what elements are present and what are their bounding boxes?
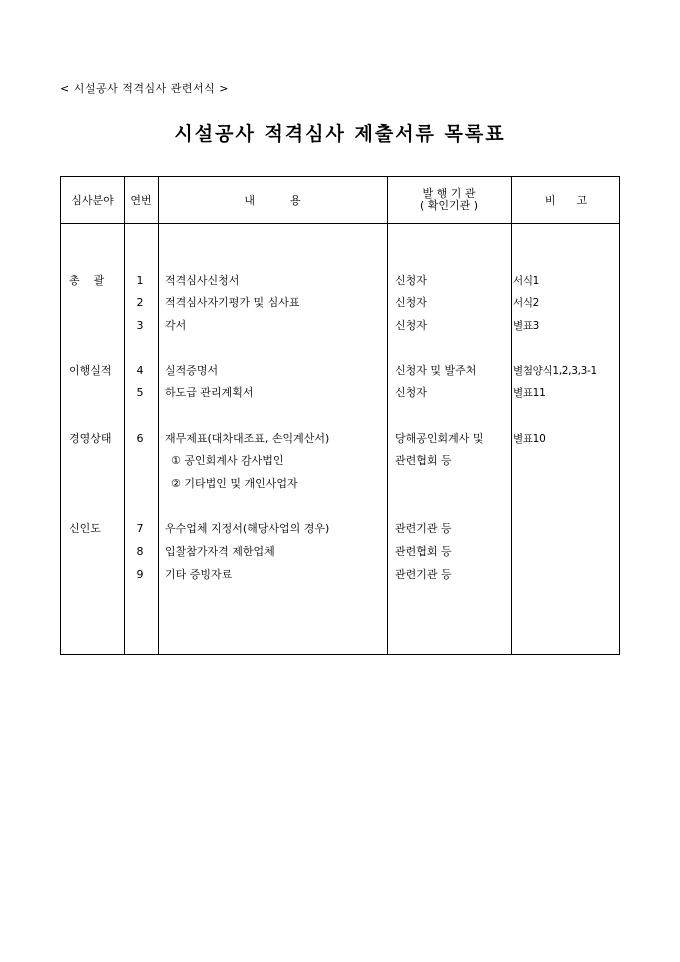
column-header-content: 내 용	[244, 194, 301, 207]
category-cell: 이행실적	[69, 364, 112, 377]
number-cell: 5	[136, 386, 144, 399]
remark-cell: 별표3	[513, 320, 540, 332]
column-header-category: 심사분야	[71, 194, 114, 207]
content-cell: 기타 증빙자료	[165, 568, 233, 581]
document-list-table	[60, 176, 620, 655]
issuer-header-line1: 발 행 기 관	[422, 187, 476, 200]
issuer-cell: 관련기관 등	[395, 568, 452, 581]
remark-cell: 별표10	[513, 433, 546, 445]
column-divider	[387, 177, 388, 654]
remark-cell: 서식1	[513, 275, 540, 287]
number-cell: 6	[136, 432, 144, 445]
issuer-cell: 관련협회 등	[395, 454, 452, 467]
number-cell: 9	[136, 568, 144, 581]
content-cell: 각서	[165, 319, 187, 332]
header-divider	[61, 223, 619, 224]
content-cell: 하도급 관리계획서	[165, 386, 254, 399]
number-cell: 4	[136, 364, 144, 377]
header-note: < 시설공사 적격심사 관련서식 >	[60, 82, 229, 95]
column-divider	[511, 177, 512, 654]
category-cell: 총 괄	[69, 274, 105, 287]
content-cell: 입찰참가자격 제한업체	[165, 545, 275, 558]
issuer-cell: 당해공인회계사 및	[395, 432, 484, 445]
column-header-number: 연번	[130, 194, 152, 207]
number-cell: 2	[136, 296, 144, 309]
category-cell: 경영상태	[69, 432, 112, 445]
column-divider	[158, 177, 159, 654]
remark-cell: 별첨양식1,2,3,3-1	[513, 365, 597, 377]
issuer-cell: 신청자 및 발주처	[395, 364, 477, 377]
content-cell: 실적증명서	[165, 364, 219, 377]
content-cell: 우수업체 지정서(해당사업의 경우)	[165, 522, 330, 535]
number-cell: 7	[136, 522, 144, 535]
content-subitem: ② 기타법인 및 개인사업자	[171, 477, 298, 490]
remark-cell: 별표11	[513, 387, 546, 399]
issuer-cell: 관련협회 등	[395, 545, 452, 558]
number-cell: 3	[136, 319, 144, 332]
category-cell: 신인도	[69, 522, 101, 535]
number-cell: 1	[136, 274, 144, 287]
issuer-cell: 신청자	[395, 296, 427, 309]
issuer-cell: 관련기관 등	[395, 522, 452, 535]
remark-cell: 서식2	[513, 297, 540, 309]
content-cell: 재무제표(대차대조표, 손익계산서)	[165, 432, 330, 445]
column-divider	[124, 177, 125, 654]
content-cell: 적격심사신청서	[165, 274, 240, 287]
issuer-header-line2: ( 확인기관 )	[419, 199, 479, 212]
column-header-issuer	[387, 177, 511, 223]
issuer-cell: 신청자	[395, 274, 427, 287]
issuer-cell: 신청자	[395, 386, 427, 399]
document-title: 시설공사 적격심사 제출서류 목록표	[174, 123, 506, 145]
number-cell: 8	[136, 545, 144, 558]
content-cell: 적격심사자기평가 및 심사표	[165, 296, 300, 309]
content-subitem: ① 공인회계사 감사법인	[171, 454, 284, 467]
column-header-remark: 비 고	[544, 194, 588, 207]
issuer-cell: 신청자	[395, 319, 427, 332]
